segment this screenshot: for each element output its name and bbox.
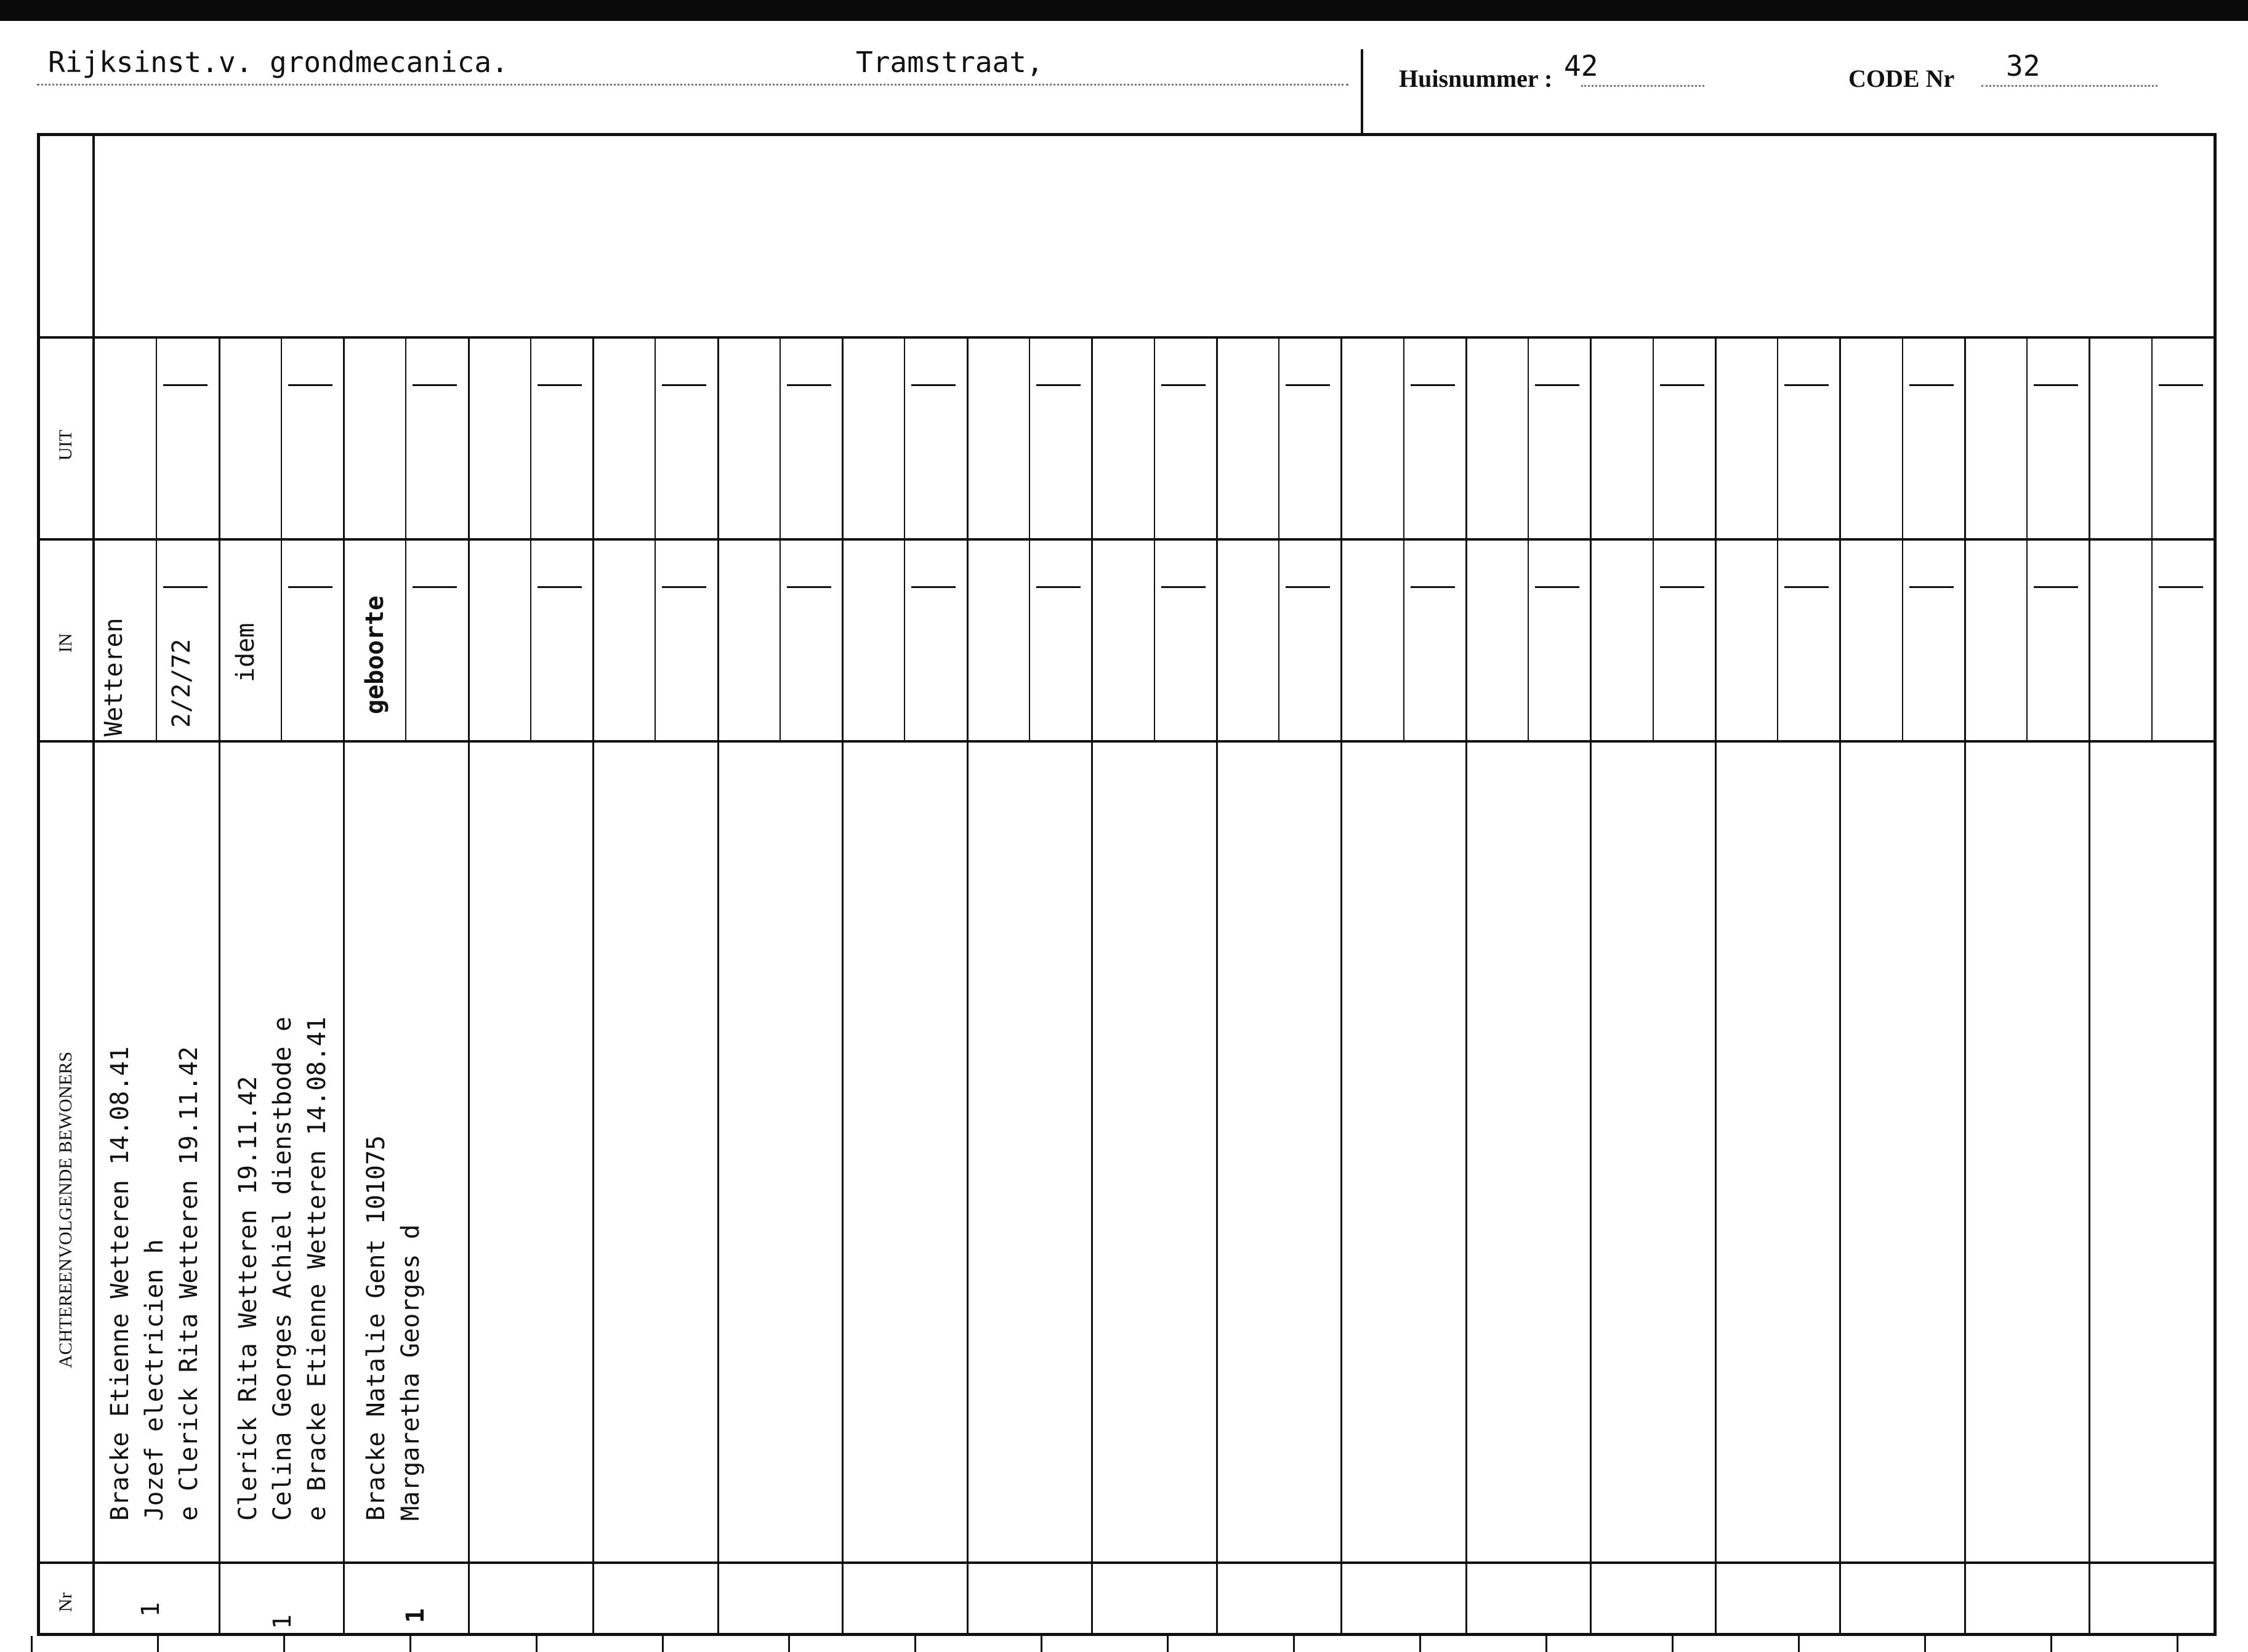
divider-in [37,538,2217,541]
column-divider [1465,337,1467,1634]
dash-mark [1784,384,1829,386]
dash-mark [538,384,582,386]
bottom-tick [1419,1636,1421,1652]
dash-mark [1161,586,1206,588]
dash-mark [413,586,457,588]
row-label-uit: UIT [55,430,76,461]
dash-mark [1784,586,1829,588]
dash-mark [1535,586,1579,588]
bottom-tick [914,1636,916,1652]
half-column-divider [530,337,531,741]
dash-mark [1036,586,1081,588]
dash-mark [163,586,207,588]
dash-mark [787,586,831,588]
column-divider [842,337,844,1634]
column-divider [717,337,719,1634]
col2-resident-line1: Clerick Rita Wetteren 19.11.42 [234,1076,262,1521]
half-column-divider [2151,337,2153,741]
dash-mark [1286,384,1330,386]
col1-resident-line3: e Clerick Rita Wetteren 19.11.42 [175,1046,203,1521]
half-column-divider [1029,337,1030,741]
col2-resident-line3: e Bracke Etienne Wetteren 14.08.41 [303,1017,331,1521]
label-column-divider [92,133,95,1636]
frame-top [37,133,2217,136]
column-divider [1839,337,1841,1634]
address-dotted-line [37,84,1348,86]
house-number-value: 42 [1564,49,1598,83]
column-divider [1340,337,1342,1634]
dash-mark [1909,586,1954,588]
col3-resident-line1: Bracke Natalie Gent 101075 [362,1135,390,1521]
dash-mark [2159,384,2203,386]
dash-mark [662,384,706,386]
bottom-tick [662,1636,664,1652]
row-label-in: IN [55,633,76,653]
half-column-divider [1902,337,1903,741]
col1-in-date: 2/2/72 [167,639,196,728]
half-column-divider [405,337,406,741]
col1-in-place: Wetteren [100,618,128,736]
dash-mark [911,586,956,588]
bottom-tick [788,1636,790,1652]
bottom-tick [2177,1636,2178,1652]
half-column-divider [1653,337,1654,741]
header-divider [1361,49,1363,133]
dash-mark [1660,586,1704,588]
bottom-tick [1293,1636,1295,1652]
column-divider [343,337,345,1634]
half-column-divider [1403,337,1404,741]
bottom-tick [2050,1636,2052,1652]
dash-mark [662,586,706,588]
bottom-tick [1167,1636,1169,1652]
bottom-tick [283,1636,285,1652]
half-column-divider [1154,337,1155,741]
column-divider [219,337,220,1634]
row-label-nr: Nr [55,1592,76,1612]
bottom-tick [157,1636,159,1652]
column-divider [592,337,594,1634]
dash-mark [288,384,332,386]
column-divider [967,337,969,1634]
column-divider [1964,337,1966,1634]
dash-mark [413,384,457,386]
institution-name: Rijksinst.v. grondmecanica. [48,46,509,79]
column-divider [1216,337,1218,1634]
dash-mark [1036,384,1081,386]
col3-nr: 1 [401,1608,430,1623]
half-column-divider [1777,337,1778,741]
dash-mark [1535,384,1579,386]
half-column-divider [780,337,781,741]
frame-left [37,133,40,1636]
scan-top-border [0,0,2248,21]
code-label: CODE Nr [1848,65,1955,92]
bottom-tick [31,1636,33,1652]
col2-resident-line2: Celina Georges Achiel dienstbode e [268,1017,297,1521]
bottom-tick [536,1636,538,1652]
dash-mark [787,384,831,386]
dash-mark [538,586,582,588]
divider-residents [37,740,2217,743]
bottom-tick [1924,1636,1926,1652]
half-column-divider [1528,337,1529,741]
column-divider [1715,337,1717,1634]
bottom-tick [1041,1636,1042,1652]
dash-mark [1909,384,1954,386]
half-column-divider [2026,337,2028,741]
column-divider [1091,337,1093,1634]
row-label-residents: ACHTEREENVOLGENDE BEWONERS [55,1051,76,1368]
col1-resident-line1: Bracke Etienne Wetteren 14.08.41 [106,1046,134,1521]
dash-mark [911,384,956,386]
dash-mark [1286,586,1330,588]
half-column-divider [1278,337,1279,741]
half-column-divider [156,337,157,741]
half-column-divider [281,337,282,741]
divider-uit [37,336,2217,339]
frame-right [2214,133,2217,1636]
column-divider [1590,337,1592,1634]
col3-in-place: geboorte [361,595,389,714]
dash-mark [1411,384,1455,386]
dash-mark [2034,384,2078,386]
col2-in-place: idem [232,623,260,682]
column-divider [468,337,470,1634]
dash-mark [288,586,332,588]
col1-resident-line2: Jozef electricien h [140,1239,169,1521]
half-column-divider [655,337,656,741]
dash-mark [1411,586,1455,588]
bottom-tick [1672,1636,1674,1652]
bottom-tick [409,1636,411,1652]
col1-nr: 1 [137,1602,165,1617]
dash-mark [1161,384,1206,386]
col2-nr: 1 [268,1614,297,1629]
col3-resident-line2: Margaretha Georges d [397,1224,425,1521]
bottom-tick [1798,1636,1800,1652]
house-number-dotted-line [1581,85,1704,87]
code-dotted-line [1981,85,2157,87]
bottom-tick [1545,1636,1547,1652]
dash-mark [2034,586,2078,588]
house-number-label: Huisnummer : [1399,65,1553,92]
divider-nr [37,1561,2217,1564]
dash-mark [2159,586,2203,588]
column-divider [2089,337,2090,1634]
half-column-divider [904,337,905,741]
dash-mark [1660,384,1704,386]
code-value: 32 [2006,49,2041,83]
dash-mark [163,384,207,386]
frame-bottom [37,1633,2217,1636]
street-name: Tramstraat, [856,46,1044,79]
